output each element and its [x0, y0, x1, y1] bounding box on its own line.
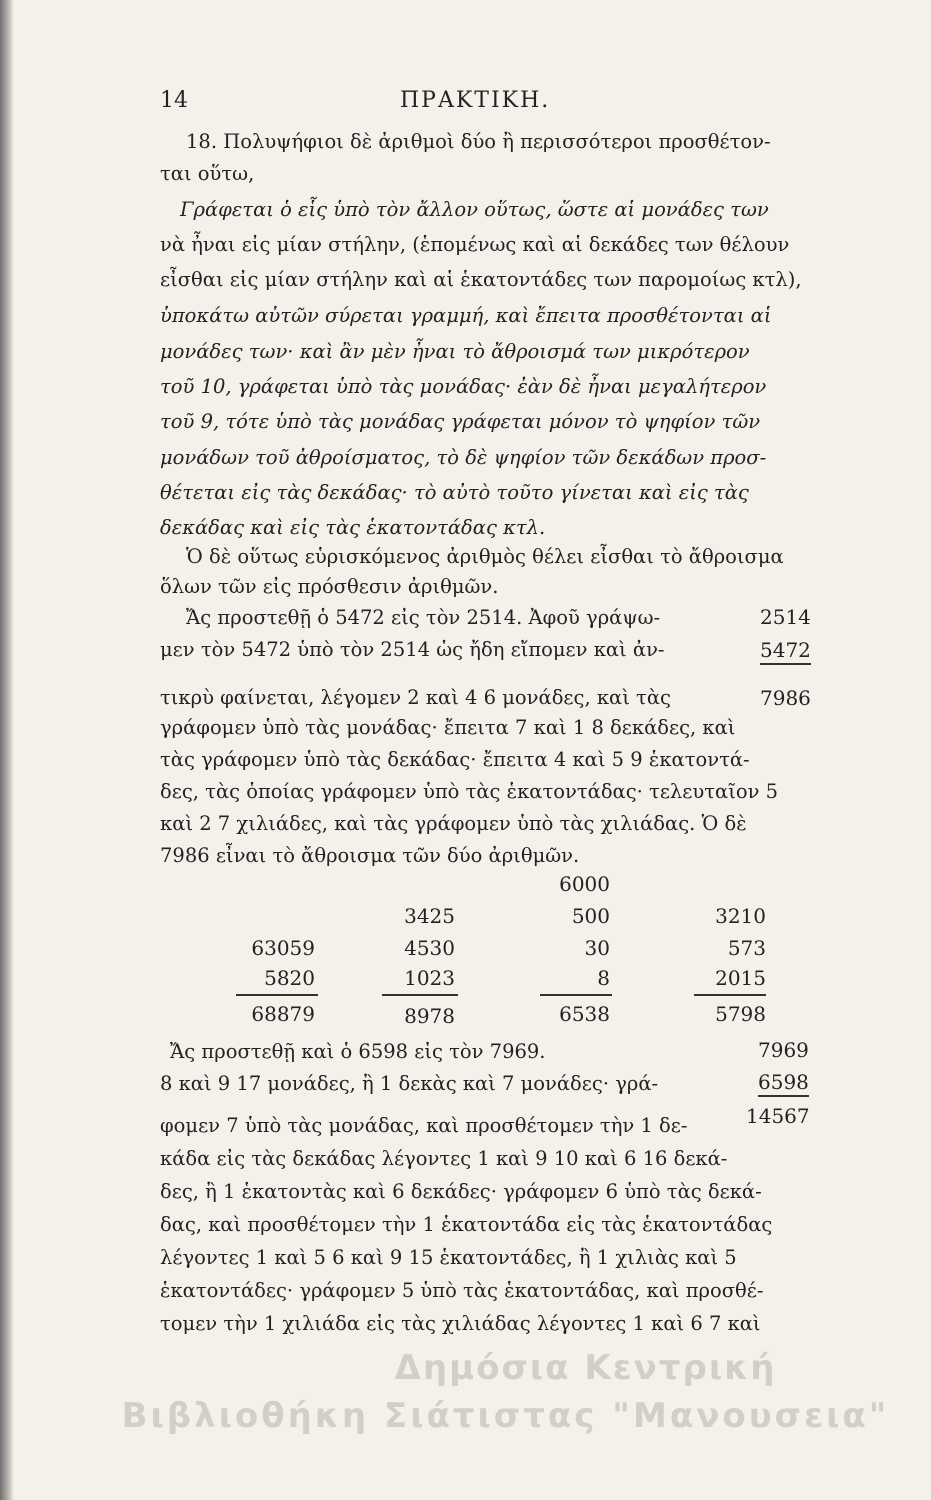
text-line: ὑποκάτω αὐτῶν σύρεται γραμμή, καὶ ἔπειτα προσθέτονται αἱ	[160, 304, 772, 327]
text-line: θέτεται εἰς τὰς δεκάδας· τὸ αὐτὸ τοῦτο γίνεται καὶ εἰς τὰς	[160, 481, 749, 504]
table3-row: 6000	[559, 872, 610, 896]
text-line: καὶ 2 7 χιλιάδες, καὶ τὰς γράφομεν ὑπὸ τὰς χιλιάδας. Ὁ δὲ	[160, 812, 747, 835]
page-number: 14	[160, 88, 188, 113]
addend-b: 5472	[760, 638, 811, 665]
table2-sum: 8978	[404, 1004, 455, 1028]
running-title: ΠΡΑΚΤΙΚΗ.	[400, 88, 551, 113]
table2-row: 4530	[404, 936, 455, 960]
text-line: Ὁ δὲ οὕτως εὑρισκόμενος ἀριθμὸς θέλει εἶσθαι τὸ ἄθροισμα	[186, 545, 784, 568]
text-line: τικρὺ φαίνεται, λέγομεν 2 καὶ 4 6 μονάδες, καὶ τὰς	[160, 686, 671, 709]
text-line: ὅλων τῶν εἰς πρόσθεσιν ἀριθμῶν.	[160, 575, 499, 598]
text-line: νὰ ἦναι εἰς μίαν στήλην, (ἑπομένως καὶ αἱ δεκάδες των θέλουν	[160, 233, 790, 256]
sum-result: 14567	[746, 1104, 810, 1128]
table4-row: 3210	[715, 904, 766, 928]
text-line: δας, καὶ προσθέτομεν τὴν 1 ἑκατοντάδα εἰς τὰς ἑκατοντάδας	[160, 1213, 773, 1236]
table3-row: 8	[597, 966, 610, 990]
table3-row: 30	[584, 936, 610, 960]
library-watermark-line2: Βιβλιοθήκη Σιάτιστας "Μανουσεια"	[121, 1396, 890, 1436]
text-line: ἑκατοντάδες· γράφομεν 5 ὑπὸ τὰς ἑκατοντάδας, καὶ προσθέ-	[160, 1279, 764, 1302]
addend-a: 7969	[758, 1038, 809, 1062]
text-line: δες, τὰς ὁποίας γράφομεν ὑπὸ τὰς ἑκατοντάδας· τελευταῖον 5	[160, 780, 779, 803]
table4-row: 573	[727, 936, 766, 960]
table2-rule	[382, 994, 458, 996]
text-line: δες, ἢ 1 ἑκατοντὰς καὶ 6 δεκάδες· γράφομεν 6 ὑπὸ τὰς δεκά-	[160, 1180, 762, 1203]
text-line: τὰς γράφομεν ὑπὸ τὰς δεκάδας· ἔπειτα 4 καὶ 5 9 ἑκατοντά-	[160, 748, 750, 771]
text-line: μονάδων τοῦ ἀθροίσματος, τὸ δὲ ψηφίον τῶν δεκάδων προσ-	[160, 446, 767, 469]
text-line: 8 καὶ 9 17 μονάδες, ἢ 1 δεκὰς καὶ 7 μονάδες· γρά-	[160, 1072, 659, 1095]
text-line: Ἄς προστεθῇ ὁ 5472 εἰς τὸν 2514. Ἀφοῦ γράψω-	[186, 606, 661, 629]
text-line: τομεν τὴν 1 χιλιάδα εἰς τὰς χιλιάδας λέγοντες 1 καὶ 6 7 καὶ	[160, 1312, 761, 1335]
text-line: Ἄς προστεθῇ καὶ ὁ 6598 εἰς τὸν 7969.	[170, 1040, 546, 1063]
text-line: κάδα εἰς τὰς δεκάδας λέγοντες 1 καὶ 9 10 καὶ 6 16 δεκά-	[160, 1147, 728, 1170]
table3-row: 500	[571, 904, 610, 928]
text-line: μονάδες των· καὶ ἂν μὲν ἦναι τὸ ἄθροισμά των μικρότερον	[160, 340, 750, 363]
table3-rule	[540, 994, 612, 996]
page-header	[160, 88, 820, 118]
page-binding-edge	[0, 0, 14, 1500]
table4-row: 2015	[715, 966, 766, 990]
text-line: 18. Πολυψήφιοι δὲ ἀριθμοὶ δύο ἢ περισσότεροι προσθέτον-	[186, 130, 771, 153]
table2-row: 1023	[404, 966, 455, 990]
sum-result: 7986	[760, 686, 811, 710]
table4-rule	[694, 994, 766, 996]
text-line: ται οὕτω,	[160, 162, 255, 185]
table1-row: 5820	[264, 966, 315, 990]
table1-sum: 68879	[251, 1002, 315, 1026]
text-line: Γράφεται ὁ εἷς ὑπὸ τὸν ἄλλον οὕτως, ὥστε αἱ μονάδες των	[180, 198, 769, 221]
table3-sum: 6538	[559, 1002, 610, 1026]
table1-rule	[236, 994, 318, 996]
addend-a: 2514	[760, 605, 811, 629]
text-line: γράφομεν ὑπὸ τὰς μονάδας· ἔπειτα 7 καὶ 1 8 δεκάδες, καὶ	[160, 716, 736, 739]
text-line: φομεν 7 ὑπὸ τὰς μονάδας, καὶ προσθέτομεν τὴν 1 δε-	[160, 1114, 688, 1137]
text-line: λέγοντες 1 καὶ 5 6 καὶ 9 15 ἑκατοντάδες, ἢ 1 χιλιὰς καὶ 5	[160, 1246, 737, 1269]
text-line: τοῦ 10, γράφεται ὑπὸ τὰς μονάδας· ἐὰν δὲ ἦναι μεγαλήτερον	[160, 375, 767, 398]
text-line: μεν τὸν 5472 ὑπὸ τὸν 2514 ὡς ἤδη εἴπομεν καὶ ἀν-	[160, 638, 665, 661]
text-line: εἶσθαι εἰς μίαν στήλην καὶ αἱ ἑκατοντάδες των παρομοίως κτλ),	[160, 268, 802, 291]
table1-row: 63059	[251, 936, 315, 960]
library-watermark-line1: Δημόσια Κεντρική	[394, 1348, 777, 1388]
table2-row: 3425	[404, 904, 455, 928]
text-line: δεκάδας καὶ εἰς τὰς ἑκατοντάδας κτλ.	[160, 516, 546, 539]
addend-b: 6598	[758, 1070, 809, 1097]
text-line: τοῦ 9, τότε ὑπὸ τὰς μονάδας γράφεται μόνον τὸ ψηφίον τῶν	[160, 410, 761, 433]
text-line: 7986 εἶναι τὸ ἄθροισμα τῶν δύο ἀριθμῶν.	[160, 844, 580, 867]
table4-sum: 5798	[715, 1002, 766, 1026]
